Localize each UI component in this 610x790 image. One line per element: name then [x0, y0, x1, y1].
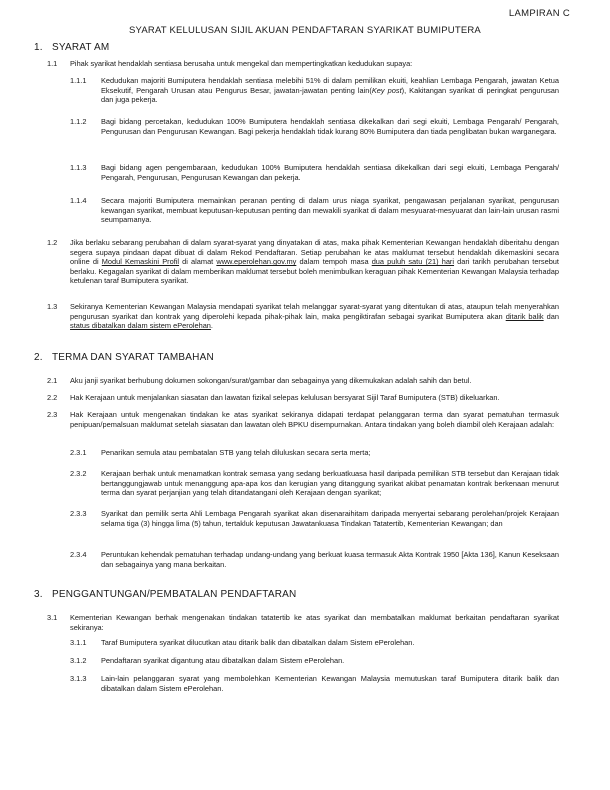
clause-2-2: [47, 393, 559, 403]
clause-number: 3.1.1: [70, 638, 87, 647]
clause-number: 2.2: [47, 393, 58, 402]
clause-2-3-2: [70, 469, 559, 498]
clause-2-3-1: [70, 448, 559, 458]
clause-1-3: [47, 302, 559, 331]
appendix-label: LAMPIRAN C: [508, 8, 570, 19]
clause-3-1: [47, 613, 559, 632]
clause-text: Lain-lain pelanggaran syarat yang membolehkan Kementerian Kewangan Malaysia memutuskan taraf Bumiputera ditarik balik dan dibatalkan dalam Sistem ePerolehan.: [101, 674, 559, 693]
clause-number: 1.1.2: [70, 117, 87, 126]
clause-text-cont: dalam tempoh masa: [296, 257, 372, 267]
clause-1-2: [47, 238, 559, 286]
clause-text: Syarikat dan pemilik serta Ahli Lembaga Pengarah syarikat akan disenaraihitam daripada menyertai sebarang perolehan/projek Kerajaan selama tiga (3) hingga lima (5) tahun, tertakluk keputusan Jawatankuasa Tindakan Tatatertib, Kementerian Kewangan; dan: [101, 509, 559, 528]
section-title: PENGGANTUNGAN/PEMBATALAN PENDAFTARAN: [52, 589, 297, 600]
section-title: TERMA DAN SYARAT TAMBAHAN: [52, 352, 214, 363]
clause-text: Pihak syarikat hendaklah sentiasa berusaha untuk mengekal dan mempertingkatkan kedudukan supaya:: [70, 59, 413, 68]
clause-2-3-4: [70, 550, 559, 569]
section-number: 1.: [34, 42, 43, 53]
profile-module-link[interactable]: Modul Kemaskini Profil: [101, 257, 180, 267]
clause-3-1-2: [70, 656, 559, 666]
clause-number: 2.3.4: [70, 550, 87, 559]
clause-text: Pendaftaran syarikat digantung atau dibatalkan dalam Sistem ePerolehan.: [101, 656, 345, 665]
clause-number: 2.3.2: [70, 469, 87, 478]
key-post-term: Key post: [371, 85, 402, 95]
clause-text: Sekiranya Kementerian Kewangan Malaysia mendapati syarikat telah melanggar syarat-syarat yang ditentukan di atas, ataupun telah menyerahkan pengurusan syarikat dan kontrak yang diperolehi kepada pihak-pihak lain, maka pengiktirafan sebagai syarikat Bumiputera akan: [70, 302, 559, 321]
clause-text-cont: ), Kakitangan syarikat di peringkat pengurusan dan juga pekerja.: [101, 85, 560, 105]
clause-2-1: [47, 376, 559, 386]
clause-text: Secara majoriti Bumiputera memainkan peranan penting di dalam urus niaga syarikat, pengawasan perjalanan syarikat, pengurusan kewangan syarikat, membuat keputusan-keputusan penting dan mewakili syarikat di dalam mesyuarat-mesyuarat dan lain-lain urusan rasmi seumpamanya.: [101, 196, 559, 225]
clause-number: 3.1.3: [70, 674, 87, 683]
document-title: SYARAT KELULUSAN SIJIL AKUAN PENDAFTARAN SYARIKAT BUMIPUTERA: [129, 25, 481, 36]
clause-1-1-2: [70, 117, 559, 136]
clause-number: 3.1: [47, 613, 58, 622]
clause-text: Kementerian Kewangan berhak mengenakan tindakan tatatertib ke atas syarikat dan membatalkan maklumat berkaitan pendaftaran syarikat sekiranya:: [70, 613, 559, 632]
clause-2-3: [47, 410, 559, 429]
section-title: SYARAT AM: [52, 42, 110, 53]
deadline-days: dua puluh satu (21) hari: [371, 257, 455, 267]
clause-1-1: [47, 59, 570, 69]
clause-number: 2.3.3: [70, 509, 87, 518]
revoked-term: ditarik balik: [505, 311, 544, 321]
clause-text: Bagi bidang percetakan, kedudukan 100% Bumiputera hendaklah sentiasa dikekalkan dari segi ekuiti, Lembaga Pengarah/ Pengarah, Pengurusan dan Pengurusan Kewangan. Bagi pekerja hendaklah tidak kurang 80% Bumiputera dan tiada penglibatan bukan warganegara.: [101, 117, 559, 136]
clause-text: Penarikan semula atau pembatalan STB yang telah diluluskan secara serta merta;: [101, 448, 371, 457]
clause-number: 1.3: [47, 302, 58, 311]
clause-3-1-3: [70, 674, 559, 693]
clause-number: 2.1: [47, 376, 58, 385]
clause-text-cont: di alamat: [179, 257, 217, 267]
clause-text: Peruntukan kehendak pematuhan terhadap undang-undang yang berkuat kuasa termasuk Akta Kontrak 1950 [Akta 136], Kanun Keseksaan dan sebagainya yang mana berkaitan.: [101, 550, 559, 569]
clause-1-1-4: [70, 196, 559, 225]
clause-number: 1.1.3: [70, 163, 87, 172]
section-1-heading: [34, 42, 109, 53]
clause-text-cont: dan: [543, 311, 559, 321]
clause-text: Hak Kerajaan untuk mengenakan tindakan ke atas syarikat sekiranya didapati terdapat pelanggaran terma dan syarat pematuhan termasuk penipuan/pemalsuan maklumat setelah siasatan dan lawatan oleh BPKU disempurnakan. Antara tindakan yang boleh diambil oleh Kerajaan adalah:: [70, 410, 559, 429]
clause-text-cont: dari tarikh perubahan tersebut berlaku. Kegagalan syarikat di dalam memberikan maklumat tersebut boleh menimbulkan keraguan pihak Kementerian Kewangan Malaysia terhadap ketulenan taraf Bumiputera syarikat.: [70, 257, 559, 286]
status-cancelled-term: status dibatalkan dalam sistem ePerolehan: [70, 321, 211, 331]
clause-1-1-3: [70, 163, 559, 182]
clause-number: 3.1.2: [70, 656, 87, 665]
clause-3-1-1: [70, 638, 559, 648]
clause-number: 2.3.1: [70, 448, 87, 457]
section-3-heading: [34, 589, 296, 600]
clause-number: 1.1.1: [70, 76, 87, 85]
clause-text: Bagi bidang agen pengembaraan, kedudukan 100% Bumiputera hendaklah sentiasa dikekalkan dari segi ekuiti, Lembaga Pengarah/ Pengarah, Pengurusan, Pengurusan Kewangan dan pekerja.: [101, 163, 559, 182]
clause-2-3-3: [70, 509, 559, 528]
clause-text: Aku janji syarikat berhubung dokumen sokongan/surat/gambar dan sebagainya yang dikemukakan adalah sahih dan betul.: [70, 376, 472, 385]
eperolehan-url-link[interactable]: www.eperolehan.gov.my: [216, 257, 297, 267]
clause-number: 1.2: [47, 238, 58, 247]
clause-number: 2.3: [47, 410, 58, 419]
clause-number: 1.1: [47, 59, 58, 68]
section-2-heading: [34, 352, 214, 363]
clause-text: Hak Kerajaan untuk menjalankan siasatan dan lawatan fizikal selepas kelulusan bersyarat Sijil Taraf Bumiputera (STB) dikeluarkan.: [70, 393, 500, 402]
clause-text-cont: .: [210, 321, 213, 331]
clause-text: Kedudukan majoriti Bumiputera hendaklah sentiasa melebihi 51% di dalam pemilikan ekuiti, keahlian Lembaga Pengarah, jawatan Ketua Eksekutif, Pengarah Urusan atau Pengurus Besar, jawatan-jawatan penting lain(: [101, 76, 559, 95]
section-number: 2.: [34, 352, 43, 363]
clause-number: 1.1.4: [70, 196, 87, 205]
clause-text: Jika berlaku sebarang perubahan di dalam syarat-syarat yang dinyatakan di atas, maka pihak Kementerian Kewangan hendaklah diberitahu dengan segera supaya pindaan dapat dibuat di dalam Rekod Pendaftaran. Setiap perubahan ke atas maklumat tersebut hendaklah dikemaskini secara online di: [70, 238, 559, 267]
section-number: 3.: [34, 589, 43, 600]
clause-text: Kerajaan berhak untuk menamatkan kontrak semasa yang sedang berkuatkuasa hasil daripada pemilikan STB tersebut dan Kerajaan tidak bertanggungjawab untuk menanggung apa-apa kos dan kerugian yang ditanggung syarikat akibat penamatan kontrak berkenaan menurut terma dan syarat perjanjian yang telah ditandatangani oleh Kerajaan dengan syarikat;: [101, 469, 559, 498]
clause-1-1-1: [70, 76, 560, 105]
clause-text: Taraf Bumiputera syarikat dilucutkan atau ditarik balik dan dibatalkan dalam Sistem ePerolehan.: [101, 638, 415, 647]
